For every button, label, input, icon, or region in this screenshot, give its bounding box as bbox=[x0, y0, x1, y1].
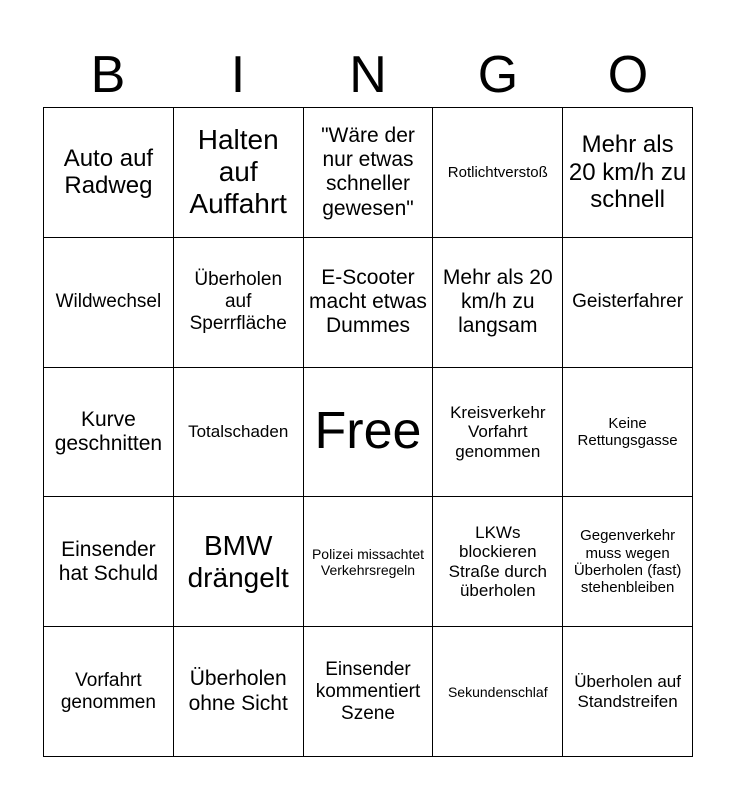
bingo-cell[interactable]: Überholen ohne Sicht bbox=[174, 627, 304, 757]
bingo-cell[interactable]: Überholen auf Standstreifen bbox=[563, 627, 693, 757]
bingo-cell[interactable]: Mehr als 20 km/h zu schnell bbox=[563, 108, 693, 238]
bingo-cell[interactable]: Einsender hat Schuld bbox=[44, 497, 174, 627]
bingo-cell[interactable]: Einsender kommentiert Szene bbox=[304, 627, 434, 757]
bingo-cell[interactable]: Totalschaden bbox=[174, 368, 304, 498]
bingo-cell[interactable]: Keine Rettungsgasse bbox=[563, 368, 693, 498]
bingo-cell[interactable]: Geisterfahrer bbox=[563, 238, 693, 368]
bingo-cell[interactable]: Rotlichtverstoß bbox=[433, 108, 563, 238]
bingo-cell[interactable]: Kurve geschnitten bbox=[44, 368, 174, 498]
header-letter-n: N bbox=[349, 46, 387, 104]
bingo-grid bbox=[43, 107, 693, 757]
bingo-cell[interactable]: Halten auf Auffahrt bbox=[174, 108, 304, 238]
bingo-cell[interactable]: Mehr als 20 km/h zu langsam bbox=[433, 238, 563, 368]
bingo-cell[interactable]: Vorfahrt genommen bbox=[44, 627, 174, 757]
bingo-cell[interactable]: Kreisverkehr Vorfahrt genommen bbox=[433, 368, 563, 498]
bingo-cell[interactable]: Polizei missachtet Verkehrsregeln bbox=[304, 497, 434, 627]
bingo-cell[interactable]: Sekundenschlaf bbox=[433, 627, 563, 757]
bingo-cell[interactable]: LKWs blockieren Straße durch überholen bbox=[433, 497, 563, 627]
header-letter-g: G bbox=[477, 46, 519, 104]
bingo-header bbox=[43, 44, 693, 106]
header-letter-b: B bbox=[90, 46, 126, 104]
header-letter-o: O bbox=[607, 46, 649, 104]
bingo-cell[interactable]: Auto auf Radweg bbox=[44, 108, 174, 238]
free-space[interactable]: Free bbox=[304, 368, 434, 498]
bingo-cell[interactable]: Gegenverkehr muss wegen Überholen (fast) stehenbleiben bbox=[563, 497, 693, 627]
bingo-cell[interactable]: E-Scooter macht etwas Dummes bbox=[304, 238, 434, 368]
bingo-cell[interactable]: Überholen auf Sperrfläche bbox=[174, 238, 304, 368]
header-letter-i: I bbox=[230, 46, 246, 104]
bingo-cell[interactable]: Wildwechsel bbox=[44, 238, 174, 368]
bingo-cell[interactable]: BMW drängelt bbox=[174, 497, 304, 627]
bingo-cell[interactable]: "Wäre der nur etwas schneller gewesen" bbox=[304, 108, 434, 238]
